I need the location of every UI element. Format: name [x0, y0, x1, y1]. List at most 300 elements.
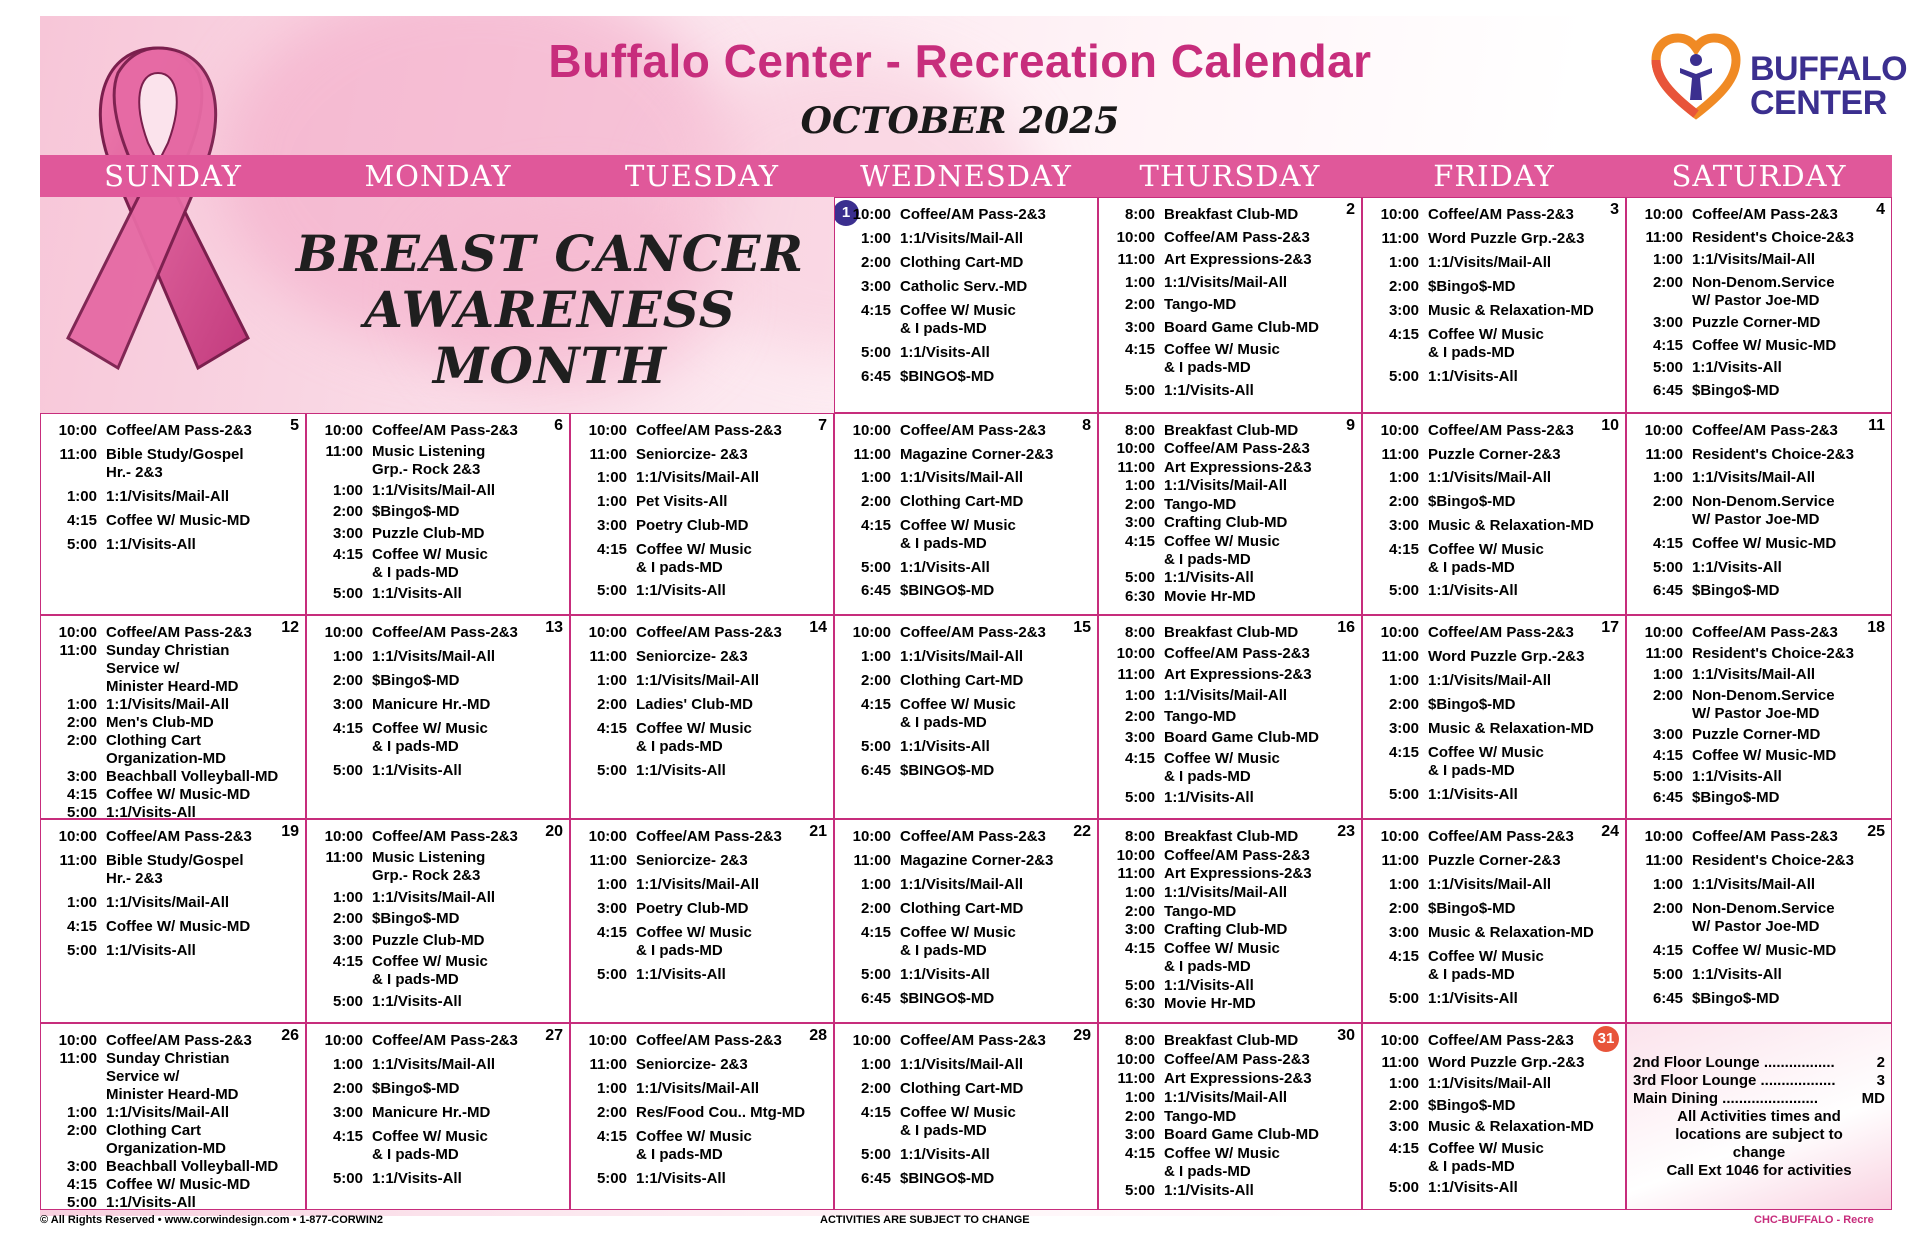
event-name: 1:1/Visits/Mail-All [1428, 254, 1552, 271]
event-name: Resident's Choice-2&3 [1692, 645, 1854, 662]
event-time: 1:00 [860, 1056, 891, 1073]
day-number: 23 [1337, 823, 1355, 840]
event-name: 1:1/Visits/Mail-All [1692, 469, 1816, 487]
event-name: Board Game Club-MD [1164, 729, 1320, 746]
event-name: 1:1/Visits-All [106, 942, 196, 959]
event-name: 1:1/Visits-All [636, 966, 726, 983]
event-time: 1:00 [860, 230, 891, 247]
event-time: 11:00 [589, 1056, 627, 1073]
event-name: Music & Relaxation-MD [1428, 302, 1594, 319]
event-time: 4:15 [1124, 341, 1155, 358]
event-item [45, 828, 301, 846]
event-name: 1:1/Visits-All [106, 804, 196, 819]
event-time: 2:00 [860, 1080, 891, 1097]
event-item [311, 953, 565, 989]
event-item [311, 720, 565, 756]
event-item [839, 900, 1093, 918]
day-number: 2 [1346, 201, 1355, 218]
event-item [1103, 319, 1357, 337]
event-time: 2:00 [1652, 900, 1683, 917]
event-item [1367, 422, 1621, 440]
event-time: 1:00 [332, 888, 363, 906]
event-name: Coffee W/ Music & I pads-MD [900, 924, 1016, 959]
event-name: Seniorcize- 2&3 [636, 445, 748, 463]
event-item [1103, 341, 1357, 377]
day-cell-19 [40, 819, 306, 1023]
event-name: 1:1/Visits-All [1692, 966, 1782, 983]
event-time: 4:15 [1652, 336, 1683, 354]
event-name: 1:1/Visits/Mail-All [636, 469, 760, 487]
event-name: Coffee/AM Pass-2&3 [1164, 645, 1310, 662]
event-item [839, 876, 1093, 894]
event-name: Non-Denom.Service W/ Pastor Joe-MD [1692, 493, 1835, 529]
event-time: 10:00 [324, 828, 363, 845]
event-item [1631, 382, 1887, 400]
event-item [575, 1170, 829, 1188]
event-item [1367, 696, 1621, 714]
event-item [839, 762, 1093, 780]
event-item [311, 648, 565, 666]
event-name: 1:1/Visits/Mail-All [1164, 273, 1288, 291]
event-item [311, 828, 565, 846]
event-time: 2:00 [1388, 1096, 1419, 1114]
event-name: 1:1/Visits/Mail-All [1428, 469, 1552, 487]
event-time: 11:00 [1645, 852, 1683, 869]
event-item [1103, 296, 1357, 314]
event-name: Art Expressions-2&3 [1164, 1069, 1312, 1087]
event-name: 1:1/Visits/Mail-All [900, 230, 1024, 247]
event-name: 1:1/Visits-All [1692, 768, 1782, 785]
event-time: 3:00 [1388, 924, 1419, 941]
event-item [45, 768, 301, 786]
event-name: Coffee W/ Music-MD [106, 512, 251, 529]
day-cell-3 [1362, 197, 1626, 413]
event-name: Coffee W/ Music-MD [1692, 534, 1837, 552]
event-name: 1:1/Visits-All [636, 582, 726, 600]
event-item [575, 828, 829, 846]
event-item [45, 512, 301, 530]
event-item [311, 932, 565, 950]
event-name: Coffee W/ Music-MD [1692, 747, 1837, 764]
event-list [45, 624, 301, 819]
event-name: 1:1/Visits/Mail-All [1164, 1088, 1288, 1106]
event-time: 5:00 [332, 584, 363, 602]
event-time: 5:00 [860, 344, 891, 361]
event-item [1631, 687, 1887, 723]
day-cell-12 [40, 615, 306, 819]
event-list [1367, 206, 1621, 392]
event-name: Coffee/AM Pass-2&3 [636, 1032, 782, 1049]
event-name: Breakfast Club-MD [1164, 206, 1299, 223]
event-name: $Bingo$-MD [1692, 990, 1780, 1007]
event-name: Coffee W/ Music & I pads-MD [372, 1128, 488, 1163]
event-name: Tango-MD [1164, 495, 1237, 513]
weekday-monday: MONDAY [364, 159, 512, 193]
event-time: 5:00 [332, 992, 363, 1010]
event-time: 10:00 [1116, 228, 1155, 246]
event-time: 1:00 [1388, 254, 1419, 271]
event-name: 1:1/Visits-All [1428, 582, 1518, 600]
event-time: 11:00 [325, 443, 363, 461]
weekday-tuesday: TUESDAY [625, 159, 779, 193]
event-name: Board Game Club-MD [1164, 1126, 1320, 1144]
event-time: 10:00 [1380, 422, 1419, 439]
event-name: Bible Study/Gospel Hr.- 2&3 [106, 852, 244, 887]
event-time: 4:15 [1652, 942, 1683, 959]
event-time: 5:00 [66, 942, 97, 959]
event-time: 10:00 [588, 828, 627, 845]
day-cell-15 [834, 615, 1098, 819]
event-item [575, 924, 829, 960]
event-list [839, 828, 1093, 1014]
event-time: 3:00 [1124, 921, 1155, 939]
event-name: Non-Denom.Service W/ Pastor Joe-MD [1692, 273, 1835, 309]
event-item [575, 541, 829, 577]
event-item [1103, 828, 1357, 846]
legend-location-row [1633, 1072, 1885, 1090]
event-item [45, 804, 301, 819]
event-name: Coffee W/ Music & I pads-MD [1428, 326, 1544, 361]
event-time: 8:00 [1124, 1032, 1155, 1049]
day-cell-5 [40, 413, 306, 615]
event-time: 10:00 [58, 624, 97, 641]
event-name: 1:1/Visits-All [900, 1146, 990, 1163]
event-time: 11:00 [1381, 230, 1419, 247]
event-item [839, 582, 1093, 600]
footer-code: CHC-BUFFALO - Recre [1754, 1214, 1874, 1226]
event-item [45, 918, 301, 936]
event-time: 5:00 [1388, 368, 1419, 385]
event-name: Coffee W/ Music-MD [1692, 942, 1837, 959]
weekday-saturday: SATURDAY [1671, 159, 1847, 193]
event-time: 4:15 [860, 924, 891, 941]
event-time: 11:00 [1645, 228, 1683, 246]
day-number: 3 [1610, 201, 1619, 218]
event-name: Art Expressions-2&3 [1164, 865, 1312, 883]
event-item [839, 648, 1093, 666]
event-item [575, 720, 829, 756]
event-item [1103, 422, 1357, 440]
event-name: Clothing Cart Organization-MD [106, 732, 226, 767]
event-name: Coffee W/ Music & I pads-MD [1428, 1139, 1544, 1175]
event-name: 1:1/Visits-All [1164, 569, 1254, 587]
event-item [1103, 624, 1357, 642]
event-list [311, 422, 565, 606]
event-time: 5:00 [332, 762, 363, 779]
event-item [839, 1056, 1093, 1074]
event-item [1631, 747, 1887, 765]
event-name: 1:1/Visits/Mail-All [1164, 883, 1288, 901]
event-item [45, 786, 301, 804]
event-name: 1:1/Visits/Mail-All [900, 1056, 1024, 1073]
event-name: Coffee/AM Pass-2&3 [1164, 846, 1310, 864]
event-time: 5:00 [596, 582, 627, 600]
event-name: Coffee/AM Pass-2&3 [900, 206, 1046, 223]
event-name: Coffee W/ Music-MD [106, 1176, 251, 1193]
event-name: 1:1/Visits/Mail-All [106, 488, 230, 505]
event-item [839, 493, 1093, 511]
event-time: 5:00 [66, 1194, 97, 1210]
event-name: Coffee/AM Pass-2&3 [372, 1032, 518, 1049]
event-name: 1:1/Visits-All [1164, 1182, 1254, 1200]
event-name: Coffee W/ Music & I pads-MD [900, 1104, 1016, 1139]
event-time: 5:00 [1124, 381, 1155, 399]
event-item [1631, 535, 1887, 553]
event-time: 10:00 [852, 624, 891, 641]
event-time: 10:00 [1116, 440, 1155, 458]
event-time: 10:00 [324, 1032, 363, 1049]
event-item [1367, 900, 1621, 918]
event-name: 1:1/Visits-All [1164, 976, 1254, 994]
event-time: 4:15 [1124, 939, 1155, 957]
event-time: 4:15 [860, 1104, 891, 1121]
event-item [575, 624, 829, 642]
event-time: 1:00 [596, 672, 627, 689]
event-name: 1:1/Visits/Mail-All [372, 888, 496, 906]
event-time: 11:00 [1117, 458, 1155, 476]
event-time: 5:00 [1652, 558, 1683, 576]
day-number: 28 [809, 1027, 827, 1044]
event-name: Coffee W/ Music-MD [106, 918, 251, 935]
event-time: 11:00 [1645, 445, 1683, 463]
event-item [311, 1128, 565, 1164]
day-cell-9 [1098, 413, 1362, 615]
event-item [311, 624, 565, 642]
event-item [1367, 990, 1621, 1008]
event-item [45, 1050, 301, 1104]
event-time: 1:00 [860, 469, 891, 487]
event-item [1367, 1097, 1621, 1115]
event-list [1631, 828, 1887, 1014]
event-time: 1:00 [860, 876, 891, 893]
event-item [45, 488, 301, 506]
event-name: 1:1/Visits/Mail-All [372, 1056, 496, 1073]
event-time: 5:00 [1124, 976, 1155, 994]
event-item [1631, 582, 1887, 600]
event-item [1367, 624, 1621, 642]
day-number: 16 [1337, 619, 1355, 636]
event-item [1367, 541, 1621, 577]
legend-note-line: Call Ext 1046 for activities [1666, 1162, 1852, 1179]
event-time: 11:00 [1381, 445, 1419, 463]
event-time: 10:00 [324, 422, 363, 439]
event-name: Coffee W/ Music & I pads-MD [1164, 341, 1280, 376]
legend-note-line: change [1732, 1144, 1786, 1161]
event-item [575, 1104, 829, 1122]
event-name: Coffee/AM Pass-2&3 [900, 1032, 1046, 1049]
event-item [1103, 666, 1357, 684]
event-name: Coffee/AM Pass-2&3 [1692, 624, 1838, 641]
event-time: 10:00 [588, 624, 627, 641]
event-name: Music Listening Grp.- Rock 2&3 [372, 443, 486, 479]
event-item [1631, 446, 1887, 464]
event-item [839, 254, 1093, 272]
event-name: 1:1/Visits-All [900, 344, 990, 361]
event-name: 1:1/Visits-All [372, 992, 462, 1010]
event-name: Coffee/AM Pass-2&3 [900, 828, 1046, 845]
event-name: Coffee/AM Pass-2&3 [1428, 828, 1574, 845]
event-item [1103, 274, 1357, 292]
event-item [1367, 254, 1621, 272]
event-list [311, 828, 565, 1014]
event-item [45, 642, 301, 696]
event-name: Coffee/AM Pass-2&3 [106, 828, 252, 845]
calendar-page [40, 16, 1908, 1210]
event-item [575, 672, 829, 690]
day-number: 5 [290, 417, 299, 434]
event-list [575, 624, 829, 786]
event-name: Coffee W/ Music & I pads-MD [900, 696, 1016, 731]
event-time: 11:00 [1645, 645, 1683, 662]
event-time: 1:00 [1652, 876, 1683, 893]
event-time: 3:00 [332, 931, 363, 949]
event-name: Coffee/AM Pass-2&3 [1428, 422, 1574, 439]
event-time: 10:00 [1116, 846, 1155, 864]
legend-location-name: Main Dining ....................... [1633, 1090, 1819, 1107]
event-name: $BINGO$-MD [900, 762, 995, 779]
event-time: 2:00 [66, 732, 97, 749]
event-item [311, 1104, 565, 1122]
buffalo-center-logo [1650, 30, 1908, 130]
day-number: 25 [1867, 823, 1885, 840]
event-name: 1:1/Visits-All [900, 966, 990, 983]
event-name: Non-Denom.Service W/ Pastor Joe-MD [1692, 900, 1835, 935]
event-time: 5:00 [860, 966, 891, 983]
day-number: 13 [545, 619, 563, 636]
day-number: 8 [1082, 417, 1091, 434]
event-name: Seniorcize- 2&3 [636, 1056, 748, 1073]
event-item [1367, 786, 1621, 804]
event-time: 10:00 [1380, 828, 1419, 845]
event-name: Clothing Cart-MD [900, 493, 1024, 511]
event-item [575, 696, 829, 714]
event-name: Coffee/AM Pass-2&3 [1164, 228, 1310, 246]
event-time: 4:15 [596, 1128, 627, 1145]
event-time: 1:00 [1124, 273, 1155, 291]
event-list [839, 206, 1093, 392]
event-name: Movie Hr-MD [1164, 995, 1256, 1013]
event-item [1103, 251, 1357, 269]
event-name: Sunday Christian Service w/ Minister Heard-MD [106, 642, 239, 695]
event-time: 10:00 [852, 828, 891, 845]
event-name: 1:1/Visits/Mail-All [106, 894, 230, 911]
day-cell-21 [570, 819, 834, 1023]
event-name: 1:1/Visits-All [636, 762, 726, 779]
event-item [1103, 382, 1357, 400]
event-time: 10:00 [588, 1032, 627, 1049]
event-time: 5:00 [1388, 582, 1419, 600]
event-time: 3:00 [1124, 318, 1155, 336]
event-name: Coffee/AM Pass-2&3 [372, 422, 518, 439]
event-name: Coffee/AM Pass-2&3 [1692, 422, 1838, 439]
event-name: Puzzle Corner-MD [1692, 726, 1821, 743]
event-time: 3:00 [66, 768, 97, 785]
event-time: 10:00 [1380, 206, 1419, 223]
event-name: Clothing Cart-MD [900, 1080, 1024, 1097]
event-time: 5:00 [1652, 768, 1683, 785]
event-name: $Bingo$-MD [1692, 582, 1780, 600]
event-item [1367, 517, 1621, 535]
event-item [311, 762, 565, 780]
event-item [1103, 514, 1357, 532]
event-item [575, 900, 829, 918]
event-time: 6:45 [1652, 381, 1683, 399]
event-name: Resident's Choice-2&3 [1692, 852, 1854, 869]
event-item [1103, 884, 1357, 902]
event-name: $BINGO$-MD [900, 990, 995, 1007]
event-item [839, 344, 1093, 362]
day-cell-13 [306, 615, 570, 819]
day-number: 26 [281, 1027, 299, 1044]
event-time: 1:00 [1124, 883, 1155, 901]
event-name: Puzzle Club-MD [372, 931, 485, 949]
day-cell-27 [306, 1023, 570, 1210]
event-item [1103, 921, 1357, 939]
event-time: 10:00 [588, 422, 627, 439]
event-item [839, 966, 1093, 984]
event-time: 1:00 [1388, 1075, 1419, 1093]
event-name: 1:1/Visits-All [1428, 368, 1518, 385]
day-cell-22 [834, 819, 1098, 1023]
event-name: Clothing Cart-MD [900, 672, 1024, 689]
event-item [1103, 1182, 1357, 1200]
event-item [575, 493, 829, 511]
event-item [311, 1056, 565, 1074]
event-time: 5:00 [66, 804, 97, 819]
event-item [311, 546, 565, 582]
event-item [1367, 230, 1621, 248]
day-number: 17 [1601, 619, 1619, 636]
event-name: 1:1/Visits/Mail-All [1428, 876, 1552, 893]
page-title: Buffalo Center - Recreation Calendar [548, 35, 1372, 87]
event-name: Coffee W/ Music-MD [1692, 336, 1837, 354]
event-time: 5:00 [596, 966, 627, 983]
event-time: 1:00 [66, 1104, 97, 1121]
event-time: 3:00 [860, 278, 891, 295]
day-cell-31 [1362, 1023, 1626, 1210]
event-item [1367, 302, 1621, 320]
event-item [1367, 1140, 1621, 1176]
event-name: 1:1/Visits-All [1164, 381, 1254, 399]
event-name: Coffee W/ Music & I pads-MD [900, 302, 1016, 337]
event-time: 10:00 [58, 828, 97, 845]
event-time: 10:00 [1644, 422, 1683, 439]
day-number: 18 [1867, 619, 1885, 636]
event-name: Music & Relaxation-MD [1428, 720, 1594, 737]
event-name: Coffee/AM Pass-2&3 [1164, 440, 1310, 458]
day-number: 6 [554, 417, 563, 434]
event-time: 11:00 [589, 445, 627, 463]
event-name: 1:1/Visits/Mail-All [372, 482, 496, 500]
event-item [1103, 1145, 1357, 1181]
event-time: 1:00 [1124, 1088, 1155, 1106]
event-time: 1:00 [596, 469, 627, 487]
event-item [1367, 852, 1621, 870]
event-name: Breakfast Club-MD [1164, 624, 1299, 641]
event-time: 8:00 [1124, 828, 1155, 845]
event-time: 6:30 [1124, 587, 1155, 605]
event-list [839, 422, 1093, 606]
event-item [575, 1128, 829, 1164]
event-name: Music & Relaxation-MD [1428, 1118, 1594, 1136]
event-name: Coffee W/ Music & I pads-MD [1164, 532, 1280, 568]
event-name: Coffee W/ Music & I pads-MD [1428, 948, 1544, 983]
event-item [839, 1104, 1093, 1140]
legend-location-name: 2nd Floor Lounge ................. [1633, 1054, 1835, 1071]
event-name: 1:1/Visits-All [900, 738, 990, 755]
event-name: Bible Study/Gospel Hr.- 2&3 [106, 446, 244, 481]
day-number: 21 [809, 823, 827, 840]
